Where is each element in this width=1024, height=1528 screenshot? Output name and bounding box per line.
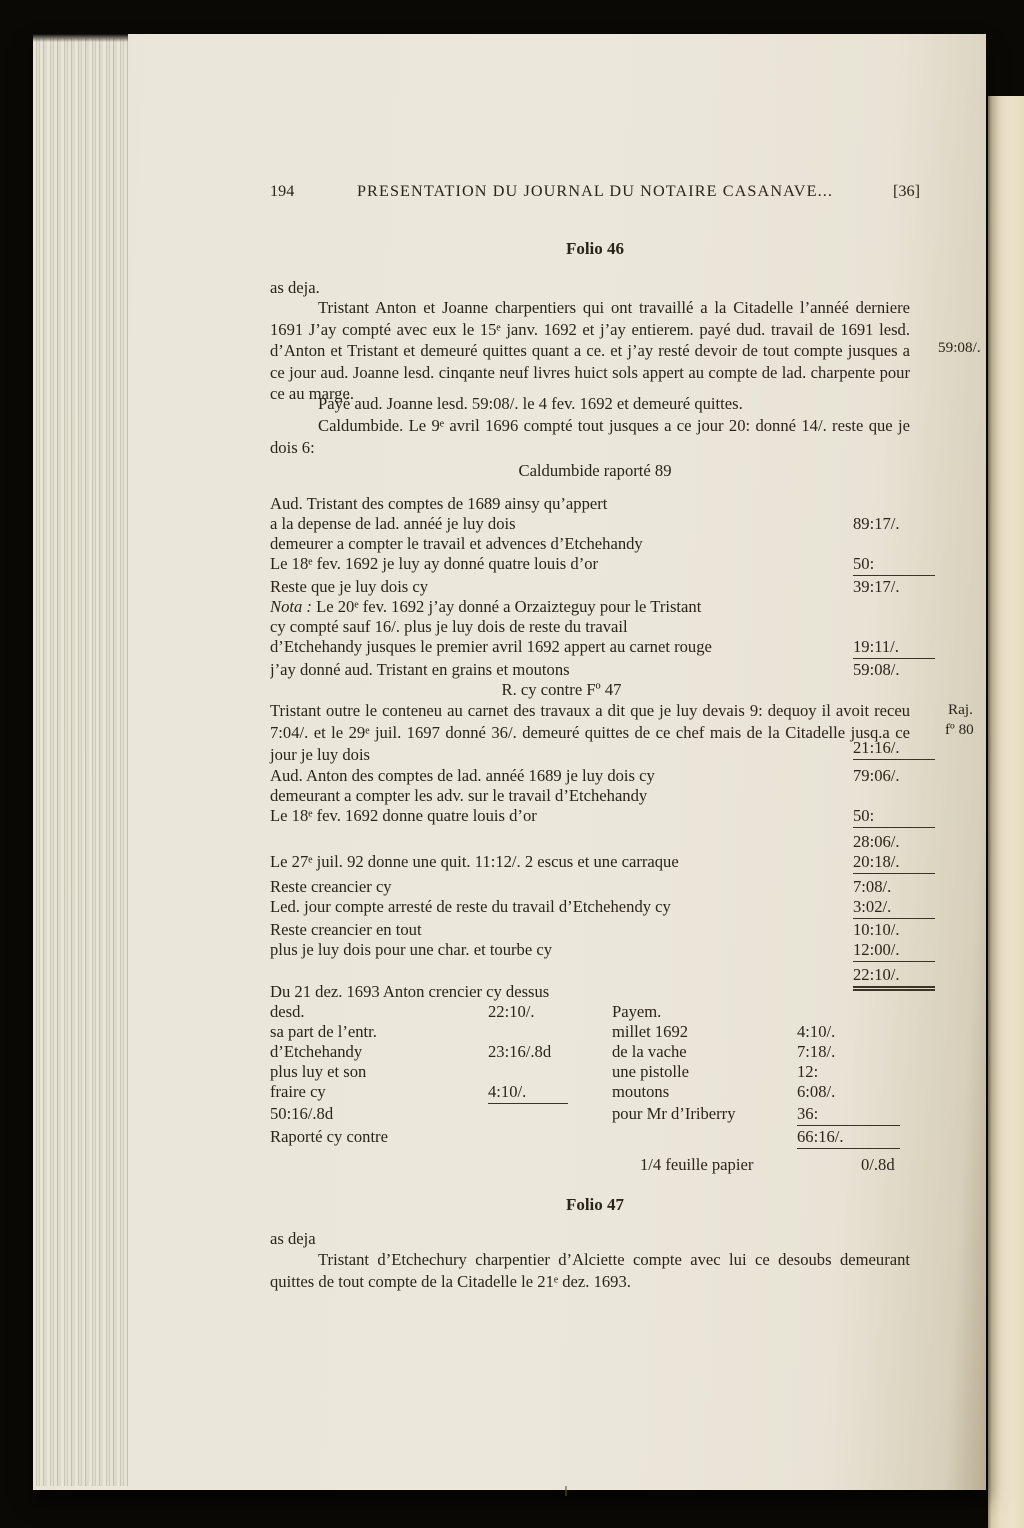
folio-46-heading: Folio 46 <box>565 239 625 258</box>
recap-left-label: sa part de l’entr. <box>270 1022 377 1041</box>
recap-row <box>270 1042 900 1062</box>
recap-left-amount: 22:10/. <box>488 1002 535 1021</box>
ledger-text: d’Etchehandy jusques le premier avril 1692 appert au carnet rouge <box>270 637 712 656</box>
ledger-row <box>270 637 935 659</box>
nota-label: Nota : <box>270 597 312 616</box>
ledger-text: Le 27ᵉ juil. 92 donne une quit. 11:12/. 2 escus et une carraque <box>270 852 679 871</box>
ledger-row <box>270 554 935 576</box>
ledger-text: Le 18ᵉ fev. 1692 donne quatre louis d’or <box>270 806 537 825</box>
ledger-row <box>270 806 935 828</box>
ledger-row <box>270 577 935 597</box>
ledger-amount: 10:10/. <box>853 920 900 939</box>
ledger-row <box>270 852 935 874</box>
page-number: 194 <box>270 182 295 200</box>
ledger-row <box>270 877 935 897</box>
recap-right-amount: 0/.8d <box>861 1155 895 1174</box>
running-head <box>270 182 920 201</box>
recap-row <box>270 1127 900 1149</box>
folio-47-lead: as deja <box>270 1229 316 1248</box>
ledger-row <box>270 832 935 852</box>
ledger-text: Reste que je luy dois cy <box>270 577 429 596</box>
margin-amount: 59:08/. <box>938 339 981 356</box>
ledger-row <box>270 786 935 806</box>
ledger-amount: 22:10/. <box>853 965 935 991</box>
paragraph-tristant-anton: Tristant Anton et Joanne charpentiers qui ont travaillé a la Citadelle l’annéé derniere 1691 J’ay compté avec eux le 15ᵉ janv. 1692 et j’ay entierem. payé dud. travail de 1691 lesd. d’Anton et Tristant et demeuré quittes quant a ce. et j’ay resté devoir de tout compte jusques a ce jour aud. Joanne lesd. cinqante neuf livres huict sols appert au compte de lad. charpente pour ce au marge. <box>270 298 910 403</box>
folio-cross-reference: R. cy contre Fº 47 <box>501 680 622 699</box>
ledger-amount: 28:06/. <box>853 832 900 851</box>
scan-artifact <box>565 1486 567 1496</box>
recap-row <box>270 1022 900 1042</box>
ledger-amount: 39:17/. <box>853 577 900 596</box>
recap-left-amount: 23:16/.8d <box>488 1042 552 1061</box>
recap-right-label: une pistolle <box>612 1062 689 1081</box>
ledger-text: Reste creancier cy <box>270 877 392 896</box>
ledger-amount: 79:06/. <box>853 766 900 785</box>
running-title: PRESENTATION DU JOURNAL DU NOTAIRE CASANAVE... <box>356 182 834 200</box>
ledger-text: Led. jour compte arresté de reste du travail d’Etchehendy cy <box>270 897 671 916</box>
recap-row <box>270 1062 900 1082</box>
article-ref: [36] <box>893 182 920 200</box>
ledger-text: Reste creancier en tout <box>270 920 422 939</box>
ledger-amount: 59:08/. <box>853 660 900 679</box>
ledger-row <box>270 940 935 962</box>
ledger-amount: 20:18/. <box>853 852 935 874</box>
ledger-amount: 12:00/. <box>853 940 935 962</box>
recap-right-label: de la vache <box>612 1042 687 1061</box>
ledger-row <box>270 660 935 680</box>
recap-left-label: 50:16/.8d <box>270 1104 334 1123</box>
margin-note-folio-80: fº 80 <box>945 721 974 738</box>
recap-right-amount: 6:08/. <box>797 1082 836 1101</box>
caldumbide-subheading: Caldumbide raporté 89 <box>518 461 672 480</box>
recap-row <box>270 1082 900 1104</box>
ledger-amount: 21:16/. <box>853 738 935 760</box>
recap-left-label: fraire cy <box>270 1082 326 1101</box>
paragraph-etchechury: Tristant d’Etchechury charpentier d’Alciette compte avec lui ce desoubs demeurant quittes de tout compte de la Citadelle le 21ᵉ dez. 1693. <box>270 1250 910 1291</box>
ledger-text <box>270 597 853 617</box>
recap-row <box>270 1104 900 1126</box>
ledger-anton <box>270 766 935 991</box>
recap-right-amount: 36: <box>797 1104 900 1126</box>
ledger-text: Aud. Anton des comptes de lad. annéé 1689 je luy dois cy <box>270 766 655 785</box>
recap-right-amount: 66:16/. <box>797 1127 900 1149</box>
ledger-amount: 50: <box>853 554 935 576</box>
ledger-text: demeurer a compter le travail et advences d’Etchehandy <box>270 534 643 553</box>
ledger-amount: 7:08/. <box>853 877 892 896</box>
paragraph-paye-joanne: Payé aud. Joanne lesd. 59:08/. le 4 fev. 1692 et demeuré quittes. <box>318 394 743 413</box>
ledger-text: Le 18ᵉ fev. 1692 je luy ay donné quatre louis d’or <box>270 554 599 573</box>
recap-right-label: moutons <box>612 1082 670 1101</box>
recap-block <box>270 982 900 1175</box>
ledger-row <box>270 514 935 534</box>
ledger-text: Aud. Tristant des comptes de 1689 ainsy qu’appert <box>270 494 608 513</box>
ledger-row <box>270 534 935 554</box>
ledger-tristant <box>270 494 935 700</box>
page-edge-shadow <box>33 34 128 42</box>
paragraph-tristant-carnet: Tristant outre le conteneu au carnet des travaux a dit que je luy devais 9: dequoy il avoit receu 7:04/. et le 29ᵉ juil. 1697 donné 36/. demeuré quittes de ce chef mais de la Citadelle jusq.a ce jour je luy dois <box>270 701 910 764</box>
ledger-row <box>270 766 935 786</box>
ledger-text: demeurant a compter les adv. sur le travail d’Etchehandy <box>270 786 648 805</box>
ledger-row <box>270 920 935 940</box>
folio-47-heading: Folio 47 <box>565 1195 625 1214</box>
recap-left-amount: 4:10/. <box>488 1082 568 1104</box>
margin-note-raj: Raj. <box>948 701 973 718</box>
ledger-amount: 19:11/. <box>853 637 935 659</box>
ledger-row <box>270 617 935 637</box>
ledger-row <box>270 494 935 514</box>
recap-left-label: Raporté cy contre <box>270 1127 388 1146</box>
ledger-row <box>270 897 935 919</box>
recap-left-label: desd. <box>270 1002 305 1021</box>
recap-right-amount: 12: <box>797 1062 819 1081</box>
book-page <box>33 34 986 1490</box>
recap-left-label: plus luy et son <box>270 1062 367 1081</box>
recap-intro: Du 21 dez. 1693 Anton crencier cy dessus <box>270 982 550 1001</box>
ledger-text-rest: Le 20ᵉ fev. 1692 j’ay donné a Orzaizteguy pour le Tristant <box>311 597 702 616</box>
recap-right-label: Payem. <box>612 1002 662 1021</box>
ledger-amount: 50: <box>853 806 935 828</box>
adjacent-page <box>988 96 1024 1528</box>
recap-right-amount: 4:10/. <box>797 1022 836 1041</box>
recap-right-label: 1/4 feuille papier <box>640 1155 754 1174</box>
ledger-text: cy compté sauf 16/. plus je luy dois de reste du travail <box>270 617 628 636</box>
page-edge-stack <box>33 38 128 1486</box>
folio-46-lead: as deja. <box>270 278 320 297</box>
recap-left-label: d’Etchehandy <box>270 1042 363 1061</box>
paragraph-caldumbide: Caldumbide. Le 9ᵉ avril 1696 compté tout jusques a ce jour 20: donné 14/. reste que je dois 6: <box>270 416 910 457</box>
recap-row <box>270 1155 900 1175</box>
recap-right-label: millet 1692 <box>612 1022 689 1041</box>
ledger-row <box>270 597 935 617</box>
ledger-text: plus je luy dois pour une char. et tourbe cy <box>270 940 553 959</box>
ledger-amount: 3:02/. <box>853 897 935 919</box>
recap-right-label: pour Mr d’Iriberry <box>612 1104 736 1123</box>
ledger-amount: 89:17/. <box>853 514 900 533</box>
recap-right-amount: 7:18/. <box>797 1042 836 1061</box>
ledger-text: a la depense de lad. annéé je luy dois <box>270 514 516 533</box>
recap-row <box>270 1002 900 1022</box>
ledger-row <box>270 680 935 700</box>
ledger-text: j’ay donné aud. Tristant en grains et moutons <box>270 660 570 679</box>
